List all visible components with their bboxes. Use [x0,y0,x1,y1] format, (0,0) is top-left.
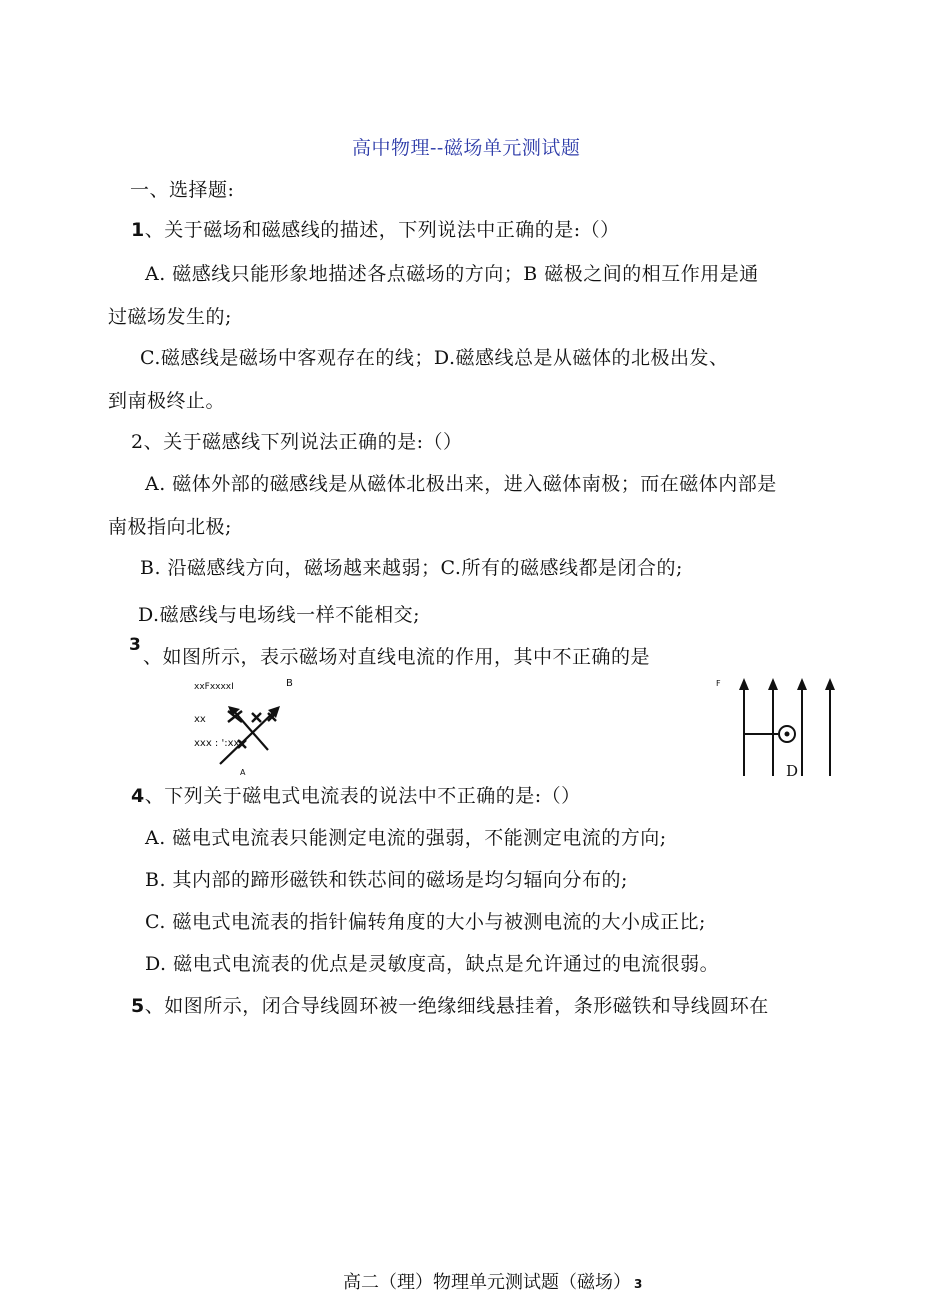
q4-option-d: D. 磁电式电流表的优点是灵敏度高，缺点是允许通过的电流很弱。 [145,953,720,975]
question-3-stem: 、如图所示，表示磁场对直线电流的作用，其中不正确的是 [143,646,651,668]
q1-option-c-d: C.磁感线是磁场中客观存在的线；D.磁感线总是从磁体的北极出发、 [140,347,729,369]
question-1-stem [131,221,620,240]
fig-label-a: A [240,768,246,777]
q4-option-c: C. 磁电式电流表的指针偏转角度的大小与被测电流的大小成正比; [145,911,706,933]
figure-q3-right [716,676,840,780]
fig-label-f: F [716,679,721,688]
question-5-text: 、如图所示，闭合导线圆环被一绝缘细线悬挂着，条形磁铁和导线圆环在 [144,995,769,1017]
page-title: 高中物理--磁场单元测试题 [352,137,581,159]
q4-option-b: B. 其内部的蹄形磁铁和铁芯间的磁场是均匀辐向分布的; [145,869,628,891]
question-4-stem [131,787,581,806]
question-5-stem [131,997,769,1016]
question-1-number: 1 [131,219,145,241]
fig-left-row1: xxFxxxxI [194,682,234,692]
question-3-number: 3 [129,635,142,655]
q2-option-a: A. 磁体外部的磁感线是从磁体北极出来，进入磁体南极；而在磁体内部是 [145,473,777,495]
q2-option-d: D.磁感线与电场线一样不能相交; [138,604,420,626]
fig-label-d: D [786,762,799,780]
q1-option-b-cont: 过磁场发生的; [108,306,232,328]
fig-left-row2: xx [194,714,206,725]
section-heading: 一、选择题: [130,179,235,201]
question-4-text: 、下列关于磁电式电流表的说法中不正确的是:（） [144,785,581,807]
q1-option-a-b: A. 磁感线只能形象地描述各点磁场的方向；B 磁极之间的相互作用是通 [145,263,759,285]
footer-page-number: 3 [634,1277,643,1291]
fig-right-drawing [716,676,840,780]
figure-q3-left [188,678,298,780]
question-2-stem: 2、关于磁感线下列说法正确的是:（） [131,431,463,453]
page-footer [343,1271,643,1296]
fig-left-drawing [188,678,298,780]
question-5-number: 5 [131,995,145,1017]
q1-option-d-cont: 到南极终止。 [108,390,226,412]
footer-text: 高二（理）物理单元测试题（磁场） [343,1272,631,1293]
question-4-number: 4 [131,785,145,807]
q4-option-a: A. 磁电式电流表只能测定电流的强弱，不能测定电流的方向; [145,827,667,849]
q2-option-b-c: B. 沿磁感线方向，磁场越来越弱；C.所有的磁感线都是闭合的; [140,557,683,579]
fig-label-b: B [286,678,293,689]
fig-left-row3: xxx : ':xxx [194,738,246,749]
q2-option-a-cont: 南极指向北极; [108,516,232,538]
question-1-text: 、关于磁场和磁感线的描述，下列说法中正确的是:（） [144,219,620,241]
